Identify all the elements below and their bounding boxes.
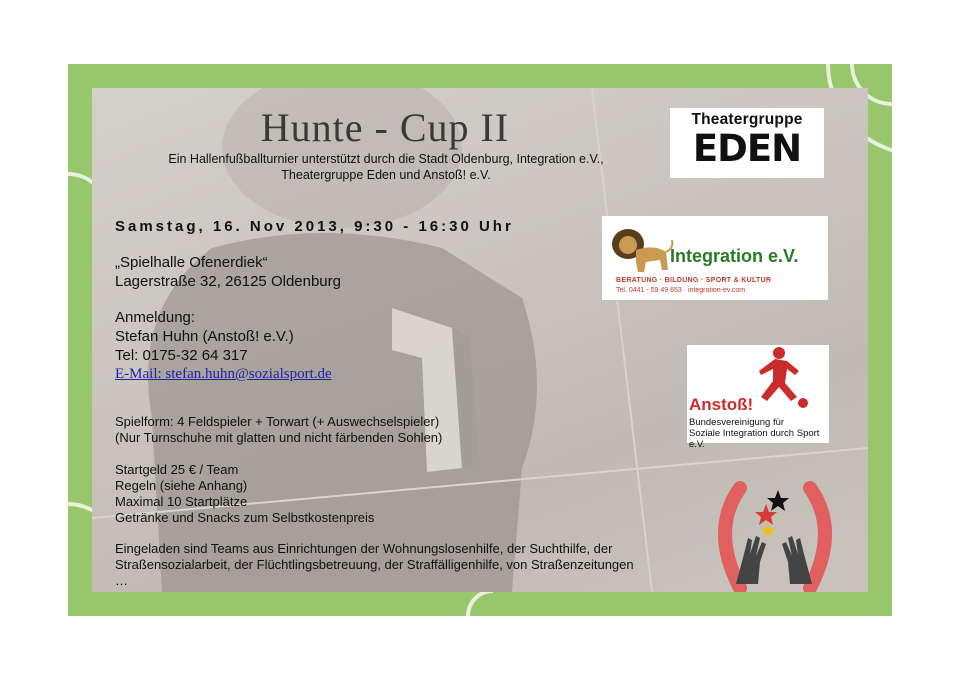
rules-note: Regeln (siehe Anhang)	[115, 478, 248, 493]
hands-stars-emblem	[700, 480, 850, 592]
anstoss-sub-line: Bundesvereinigung für	[689, 417, 785, 428]
invitation	[115, 541, 675, 589]
invitation-line: Eingeladen sind Teams aus Einrichtungen der Wohnungslosenhilfe, der Suchthilfe, der	[115, 541, 613, 556]
venue-name: „Spielhalle Ofenerdiek“	[115, 254, 268, 271]
event-date: Samstag, 16. Nov 2013, 9:30 - 16:30 Uhr	[115, 218, 514, 235]
integration-name: Integration e.V.	[670, 246, 799, 266]
page-title: Hunte - Cup II	[260, 105, 510, 150]
rules-shoes: (Nur Turnschuhe mit glatten und nicht färbenden Sohlen)	[115, 430, 443, 445]
venue	[115, 253, 341, 291]
invitation-line: …	[115, 573, 128, 588]
football-player-icon	[747, 345, 817, 415]
subtitle-line: Theatergruppe Eden und Anstoß! e.V.	[281, 168, 491, 182]
contact-name: Stefan Huhn (Anstoß! e.V.)	[115, 328, 294, 345]
lion-icon	[606, 222, 676, 282]
rules-format: Spielform: 4 Feldspieler + Torwart (+ Auswechselspieler)	[115, 414, 440, 429]
invitation-line: Straßensozialarbeit, der Flüchtlingsbetreuung, der Straffälligenhilfe, von Straßenzeitungen	[115, 557, 634, 572]
registration	[115, 308, 332, 384]
registration-heading: Anmeldung:	[115, 309, 196, 326]
game-rules	[115, 414, 442, 446]
theatergruppe-eden-logo	[670, 108, 824, 178]
subtitle-line: Ein Hallenfußballturnier unterstützt durch die Stadt Oldenburg, Integration e.V.,	[168, 152, 604, 166]
max-slots: Maximal 10 Startplätze	[115, 494, 248, 509]
anstoss-subtitle	[689, 417, 829, 450]
anstoss-name: Anstoß!	[689, 395, 754, 414]
contact-phone: Tel: 0175-32 64 317	[115, 347, 248, 364]
email-link[interactable]: E-Mail: stefan.huhn@sozialsport.de	[115, 366, 332, 382]
anstoss-logo	[687, 345, 829, 450]
subtitle	[140, 151, 632, 183]
eden-logo-top: Theatergruppe	[691, 111, 803, 128]
integration-tagline: BERATUNG · BILDUNG · SPORT & KULTUR	[616, 277, 772, 284]
integration-contact: Tel. 0441 - 59 49 653 · integration-ev.com	[616, 287, 746, 294]
anstoss-sub-line: Soziale Integration durch Sport e.V.	[689, 428, 820, 450]
integration-logo	[602, 216, 828, 300]
entry-fee: Startgeld 25 € / Team	[115, 462, 239, 477]
eden-logo-word: EDEN	[692, 127, 802, 170]
venue-address: Lagerstraße 32, 26125 Oldenburg	[115, 273, 341, 290]
fees-info	[115, 462, 374, 526]
snacks-note: Getränke und Snacks zum Selbstkostenpreis	[115, 510, 375, 525]
